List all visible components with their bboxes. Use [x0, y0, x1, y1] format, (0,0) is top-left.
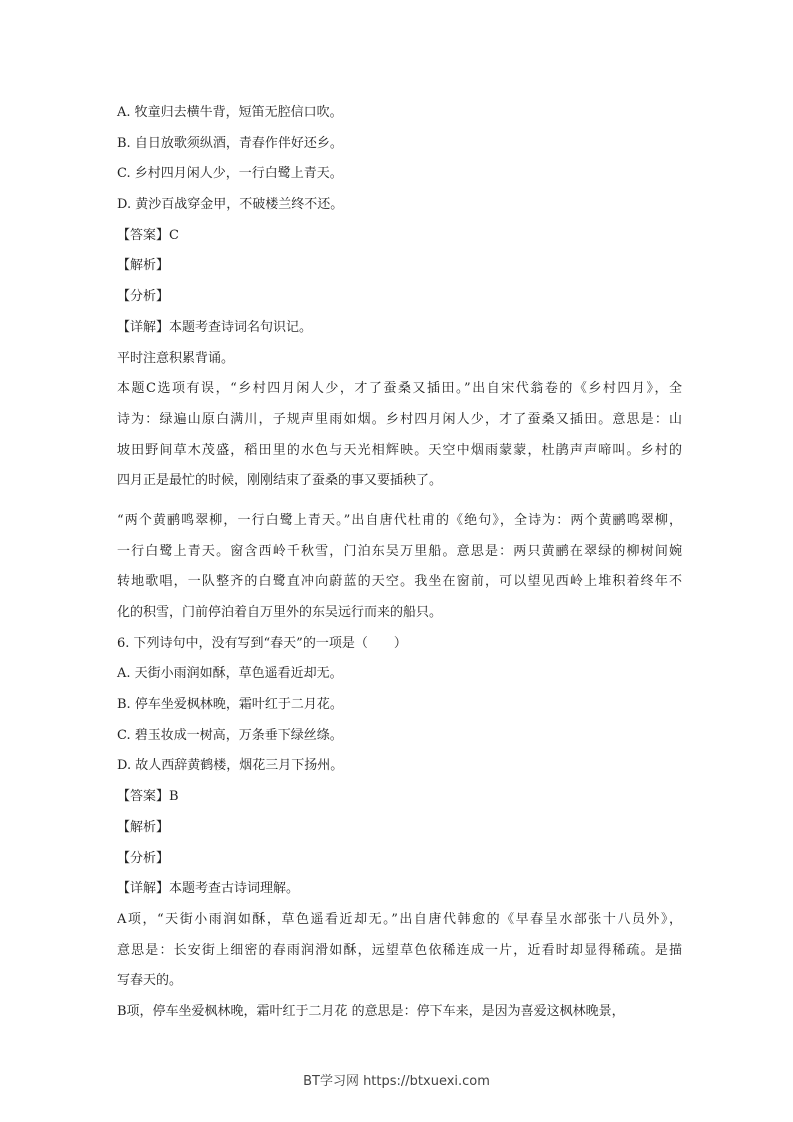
text-line: 诗为：绿遍山原白满川，子规声里雨如烟。乡村四月闲人少，才了蚕桑又插田。意思是：山	[117, 411, 682, 427]
paragraph	[117, 129, 682, 160]
paragraph	[117, 221, 682, 252]
text-line: A. 天街小雨润如酥，草色遥看近却无。	[117, 666, 343, 682]
text-line: C. 碧玉妆成一树高，万条垂下绿丝绦。	[117, 727, 343, 743]
text-line: B. 自日放歌须纵酒，青春作伴好还乡。	[117, 135, 343, 151]
paragraph	[117, 313, 682, 344]
paragraph	[117, 997, 682, 1028]
paragraph	[117, 282, 682, 313]
paragraph	[117, 721, 682, 752]
paragraph	[117, 251, 682, 282]
text-line: 一行白鹭上青天。窗含西岭千秋雪，门泊东吴万里船。意思是：两只黄鹂在翠绿的柳树间婉	[117, 543, 682, 559]
text-line: B. 停车坐爱枫林晚，霜叶红于二月花。	[117, 697, 343, 713]
paragraph	[117, 159, 682, 190]
text-line: 【分析】	[117, 850, 170, 866]
paragraph	[117, 751, 682, 782]
document-body	[117, 98, 682, 1028]
paragraph	[117, 629, 682, 660]
text-line: 【解析】	[117, 258, 170, 274]
text-line: 坡田野间草木茂盛，稻田里的水色与天光相辉映。天空中烟雨蒙蒙，杜鹃声声啼叫。乡村的	[117, 442, 682, 458]
text-line: 【答案】C	[117, 227, 179, 243]
text-line: 【答案】B	[117, 789, 179, 805]
paragraph	[117, 874, 682, 905]
text-line: 【详解】本题考查诗词名句识记。	[117, 319, 313, 335]
text-line: A项，“天街小雨润如酥，草色遥看近却无。”出自唐代韩愈的《早春呈水部张十八员外》，	[117, 911, 682, 927]
text-line: 四月正是最忙的时候，刚刚结束了蚕桑的事又要插秧了。	[117, 473, 443, 489]
paragraph	[117, 690, 682, 721]
paragraph	[117, 374, 682, 497]
text-line: C. 乡村四月闲人少，一行白鹭上青天。	[117, 166, 343, 182]
text-line: D. 黄沙百战穿金甲，不破楼兰终不还。	[117, 197, 344, 213]
text-line: 化的积雪，门前停泊着自万里外的东吴远行而来的船只。	[117, 605, 443, 620]
paragraph	[117, 190, 682, 221]
text-line: 6. 下列诗句中，没有写到“春天”的一项是（ ）	[117, 635, 407, 651]
paragraph	[117, 782, 682, 813]
text-line: 【分析】	[117, 289, 170, 305]
text-line: 本题C选项有误，“乡村四月闲人少，才了蚕桑又插田。”出自宋代翁卷的《乡村四月》，全	[117, 381, 682, 397]
paragraph	[117, 659, 682, 690]
paragraph	[117, 506, 682, 629]
text-line: 【解析】	[117, 819, 170, 835]
text-line: B项，停车坐爱枫林晚，霜叶红于二月花 的意思是：停下车来，是因为喜爱这枫林晚景，	[117, 1003, 625, 1019]
paragraph	[117, 844, 682, 875]
text-line: A. 牧童归去横牛背，短笛无腔信口吹。	[117, 105, 343, 120]
text-line: 意思是：长安街上细密的春雨润滑如酥，远望草色依稀连成一片，近看时却显得稀疏。是描	[117, 942, 682, 958]
text-line: D. 故人西辞黄鹤楼，烟花三月下扬州。	[117, 758, 344, 774]
paragraph	[117, 905, 682, 997]
paragraph	[117, 344, 682, 375]
paragraph	[117, 98, 682, 129]
text-line: 写春天的。	[117, 973, 183, 989]
text-line: 【详解】本题考查古诗词理解。	[117, 881, 300, 897]
text-line: “两个黄鹂鸣翠柳，一行白鹭上青天。”出自唐代杜甫的《绝句》，全诗为：两个黄鹂鸣翠柳，	[117, 512, 682, 528]
paragraph	[117, 813, 682, 844]
text-line: 平时注意积累背诵。	[117, 350, 235, 366]
footer-watermark: BT学习网 https://btxuexi.com	[303, 1074, 490, 1089]
text-line: 转地歌唱，一队整齐的白鹭直冲向蔚蓝的天空。我坐在窗前，可以望见西岭上堆积着终年不	[117, 574, 682, 590]
